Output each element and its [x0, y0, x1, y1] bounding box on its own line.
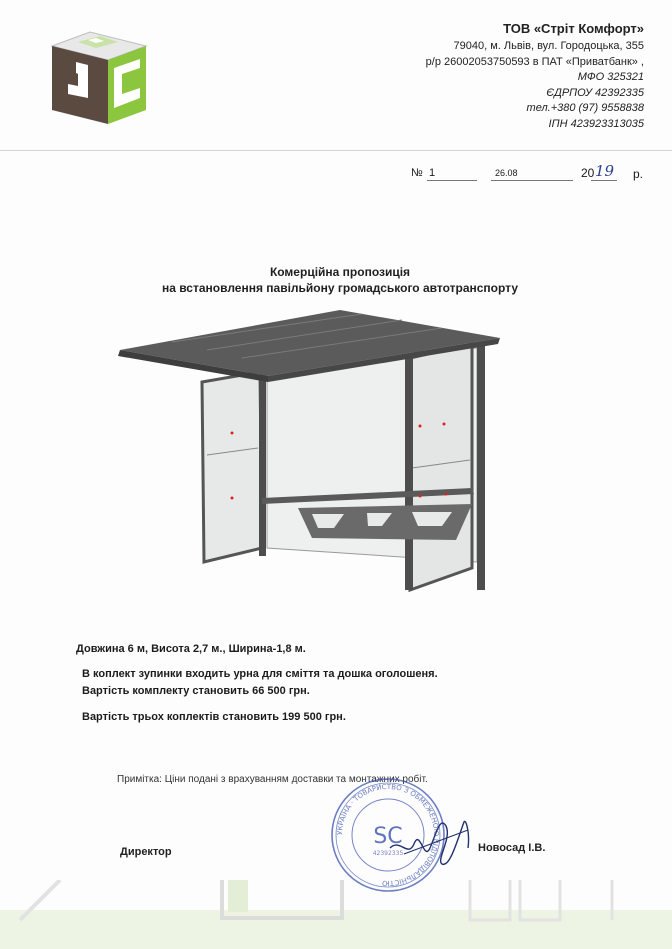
year-suffix: р. [633, 167, 644, 181]
document-subtitle: на встановлення павільйону громадського автотранспорту [161, 281, 519, 295]
company-name: ТОВ «Стріт Комфорт» [503, 21, 644, 36]
document-number-line [405, 162, 650, 185]
year-handwritten: 19 [595, 162, 615, 180]
kit-contents-text: В коплект зупинки входить урна для сміття та дошка оголошеня. [82, 668, 438, 680]
price-note: Примітка: Ціни подані з врахуванням доставки та монтажних робіт. [117, 774, 428, 785]
signature-role: Директор [120, 846, 172, 858]
kit-price-text: Вартість комплекту становить 66 500 грн. [82, 685, 310, 697]
dimensions-text: Довжина 6 м, Висота 2,7 м., Ширина-1,8 м. [76, 643, 306, 655]
signature-name: Новосад І.В. [478, 842, 546, 854]
number-underline [427, 180, 477, 181]
company-ipn: ІПН 423923313035 [548, 117, 644, 130]
company-phone: тел.+380 (97) 9558838 [526, 102, 644, 114]
document-date: 26.08 [495, 168, 518, 178]
company-account: р/р 26002053750593 в ПАТ «Приватбанк» , [425, 55, 644, 68]
document-title: Комерційна пропозиція [269, 265, 411, 279]
year-prefix: 20 [581, 166, 595, 180]
total-price-text: Вартість трьох коплектів становить 199 500 грн. [82, 711, 346, 723]
company-details [284, 20, 644, 132]
bus-shelter-illustration [112, 300, 502, 600]
stamp-code: 42392335 [372, 850, 404, 857]
stamp-center-text: SC [373, 824, 403, 849]
document-number: 1 [429, 167, 436, 179]
number-label: № [411, 167, 423, 179]
company-address: 79040, м. Львів, вул. Городоцька, 355 [453, 40, 644, 52]
company-edrpou: ЄДРПОУ 42392335 [546, 86, 644, 99]
year-underline [591, 180, 617, 181]
company-mfo: МФО 325321 [577, 71, 644, 83]
date-underline [491, 180, 573, 181]
footer-watermark [0, 880, 672, 949]
company-logo [38, 28, 156, 128]
director-signature [380, 808, 480, 874]
stamp-ring-text: УКРАЇНА · ТОВАРИСТВО З ОБМЕЖЕНОЮ ВІДПОВІДАЛЬНІСТЮ [335, 782, 441, 888]
header-divider [0, 150, 672, 151]
